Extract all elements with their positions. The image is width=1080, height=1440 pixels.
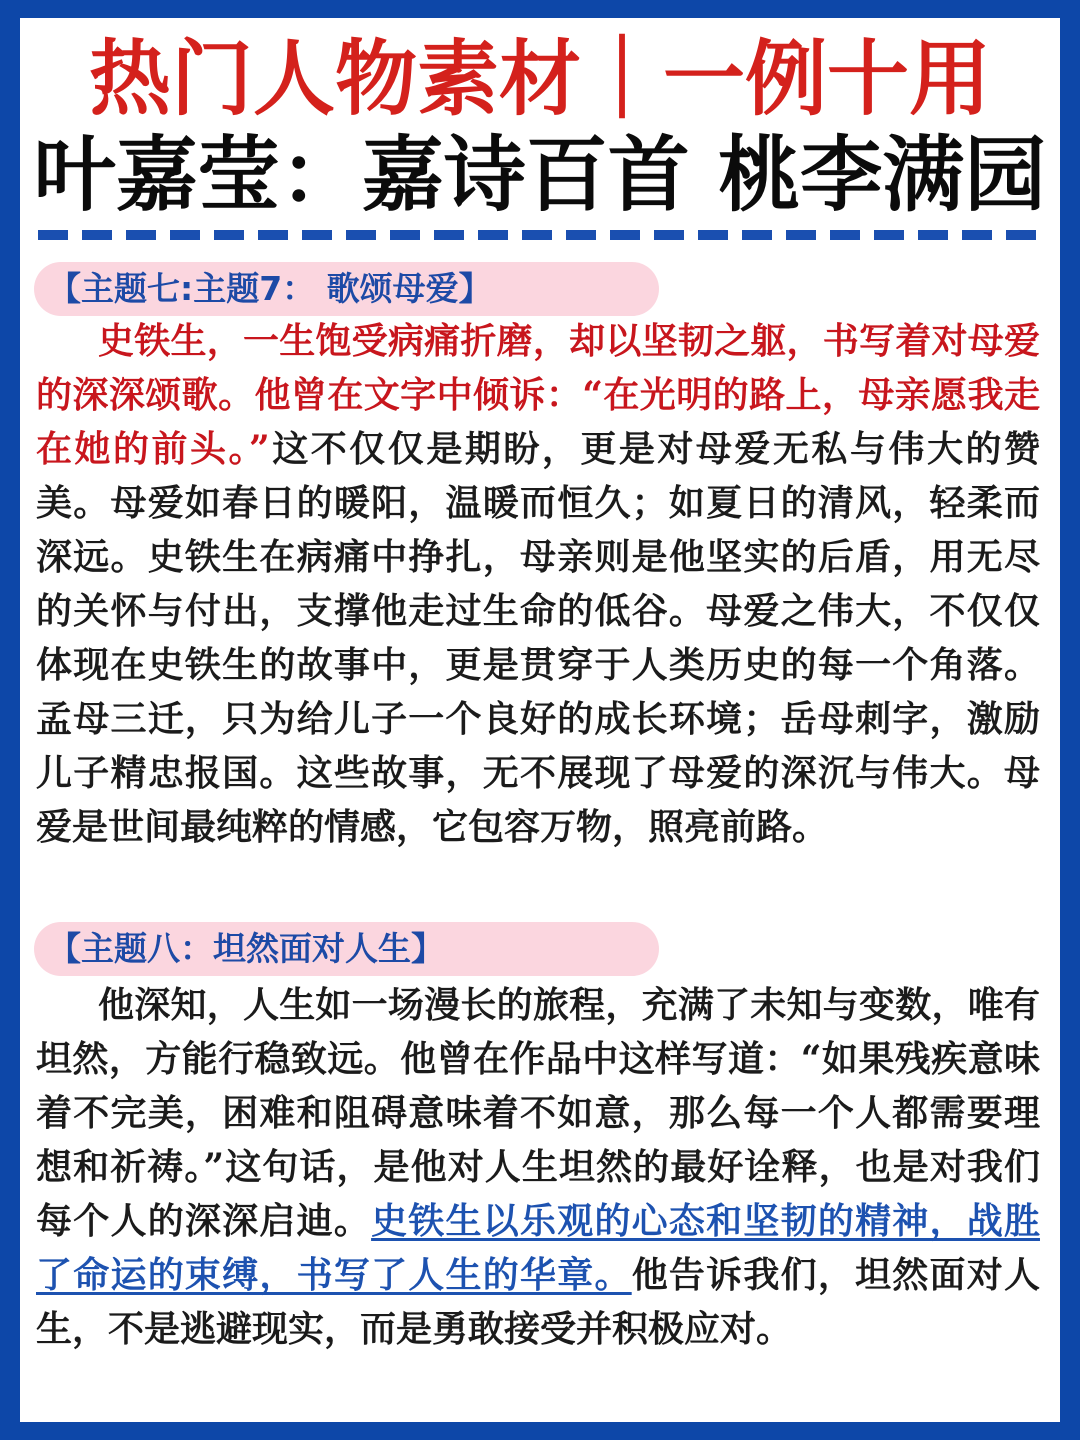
section-8-tag: 【主题八：坦然面对人生】 (34, 922, 659, 976)
section-8-body-after: 他告诉我们，坦然面对人生，不是逃避现实，而是勇敢接受并积极应对。 (36, 1254, 1040, 1350)
section-8-paragraph (36, 978, 1040, 1356)
section-7-tag: 【主题七:主题7： 歌颂母爱】 (34, 262, 659, 316)
title-line-1: 热门人物素材｜一例十用 (88, 32, 991, 127)
section-7-paragraph (36, 314, 1040, 854)
section-7-body-text: 这不仅仅是期盼，更是对母爱无私与伟大的赞美。母爱如春日的暖阳，温暖而恒久；如夏日的清风，轻柔而深远。史铁生在病痛中挣扎，母亲则是他坚实的后盾，用无尽的关怀与付出，支撑他走过生命的低谷。母爱之伟大，不仅仅体现在史铁生的故事中，更是贯穿于人类历史的每一个角落。孟母三迁，只为给儿子一个良好的成长环境；岳母刺字，激励儿子精忠报国。这些故事，无不展现了母爱的深沉与伟大。母爱是世间最纯粹的情感，它包容万物，照亮前路。 (36, 428, 1040, 848)
title-line-2: 叶嘉莹：嘉诗百首 桃李满园 (33, 128, 1047, 223)
section-8-highlight-blue: 史铁生以乐观的心态和坚韧的精神，战胜了命运的束缚，书写了人生的华章。 (36, 1200, 1040, 1296)
section-7-highlight-red: 史铁生，一生饱受病痛折磨，却以坚韧之躯，书写着对母爱的深深颂歌。他曾在文字中倾诉：“在光明的路上，母亲愿我走在她的前头。” (36, 320, 1040, 470)
section-8-body-before: 他深知，人生如一场漫长的旅程，充满了未知与变数，唯有坦然，方能行稳致远。他曾在作品中这样写道：“如果残疾意味着不完美，困难和阻碍意味着不如意，那么每一个人都需要理想和祈祷。”这句话，是他对人生坦然的最好诠释，也是对我们每个人的深深启迪。 (36, 984, 1040, 1242)
page-frame (20, 18, 1060, 1422)
dashed-divider (38, 230, 1038, 240)
